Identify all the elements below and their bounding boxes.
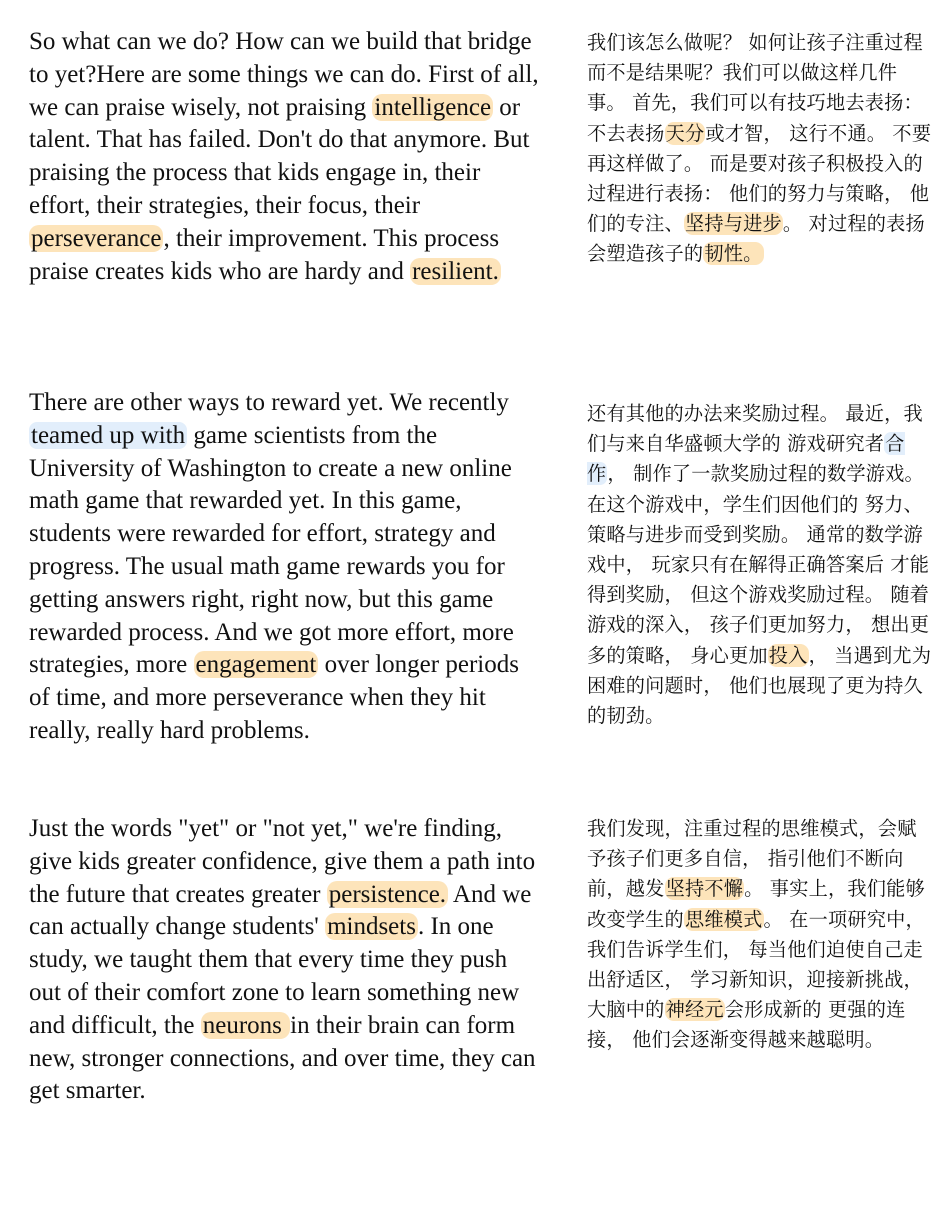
text-span: or talent. That has failed. Don't do that anymore. But praising the process that kids engage in, their effort, their strategies, their focus, their bbox=[29, 93, 530, 219]
text-span: , their improvement. This process praise creates kids who are hardy and bbox=[29, 224, 500, 285]
text-span: in their brain can form new, stronger connections, and over time, they can get smarter. bbox=[29, 1011, 536, 1105]
english-paragraph-3 bbox=[29, 813, 544, 1108]
highlighted-term: 坚持不懈 bbox=[665, 877, 744, 901]
text-span: over longer periods of time, and more perseverance when they hit really, really hard problems. bbox=[29, 651, 519, 744]
highlighted-term: 坚持与进步 bbox=[684, 212, 782, 236]
text-span: So what can we do? How can we build that bridge to yet?Here are some things we can do. First of all, we can praise wisely, not praising bbox=[29, 28, 539, 121]
text-span: 我们该怎么做呢？ 如何让孩子注重过程而不是结果呢？我们可以做这样几件事。 首先，我们可以有技巧地去表扬： 不去表扬 bbox=[587, 31, 923, 145]
text-span: 。 事实上，我们能够改变学生的 bbox=[587, 877, 925, 931]
text-span: 我们发现，注重过程的思维模式，会赋予孩子们更多自信， 指引他们不断向前，越发 bbox=[587, 817, 917, 901]
text-span: There are other ways to reward yet. We recently bbox=[29, 389, 509, 416]
text-span: ， 当遇到尤为困难的问题时， 他们也展现了更为持久的韧劲。 bbox=[587, 643, 932, 728]
chinese-paragraph-3 bbox=[587, 814, 932, 1056]
chinese-paragraph-1 bbox=[587, 28, 932, 270]
highlighted-term: persistence. bbox=[328, 880, 447, 908]
highlighted-term: 投入 bbox=[768, 643, 808, 667]
highlighted-term: mindsets bbox=[327, 913, 416, 941]
highlighted-term: intelligence bbox=[374, 93, 492, 121]
text-span: 还有其他的办法来奖励过程。 最近，我们与来自华盛顿大学的 游戏研究者 bbox=[587, 402, 923, 456]
highlighted-phrase: 合作 bbox=[587, 432, 905, 486]
highlighted-term: resilient. bbox=[412, 257, 499, 285]
english-paragraph-2 bbox=[29, 387, 544, 748]
highlighted-term: 神经元 bbox=[665, 998, 724, 1022]
highlighted-term: engagement bbox=[195, 651, 317, 679]
text-span: Just the words "yet" or "not yet," we're finding, give kids greater confidence, give them a path into the future that creates greater bbox=[29, 815, 536, 908]
highlighted-term: neurons bbox=[202, 1011, 289, 1039]
highlighted-term: 思维模式 bbox=[684, 907, 763, 931]
text-span: 会形成新的 更强的连接， 他们会逐渐变得越来越聪明。 bbox=[587, 998, 906, 1052]
highlighted-term: 韧性。 bbox=[704, 242, 763, 266]
text-span: 或才智， 这行不通。 不要再这样做了。 而是要对孩子积极投入的过程进行表扬： 他们的努力与策略， 他们的专注、 bbox=[587, 121, 932, 236]
text-span: game scientists from the University of Washington to create a new online math game that rewarded yet. In this game, students were rewarded for effort, strategy and progress. The usual math game rewards you for getting answers right, right now, but this game rewarded process. And we got more effort, more strategies, more bbox=[29, 421, 514, 679]
text-span: 。 在一项研究中，我们告诉学生们， 每当他们迫使自己走出舒适区， 学习新知识，迎接新挑战， 大脑中的 bbox=[587, 907, 925, 1022]
chinese-paragraph-2 bbox=[587, 399, 932, 731]
highlighted-term: 天分 bbox=[665, 121, 705, 145]
text-span: . In one study, we taught them that every time they push out of their comfort zone to learn something new and difficult, the bbox=[29, 913, 520, 1039]
text-span: And we can actually change students' bbox=[29, 880, 532, 941]
text-span: 。 对过程的表扬 会塑造孩子的 bbox=[587, 212, 925, 266]
highlighted-phrase: teamed up with bbox=[31, 421, 186, 449]
english-paragraph-1 bbox=[29, 26, 544, 288]
highlighted-term: perseverance bbox=[31, 224, 162, 252]
text-span: ， 制作了一款奖励过程的数学游戏。 在这个游戏中，学生们因他们的 努力、策略与进步而受到奖励。 通常的数学游戏中， 玩家只有在解得正确答案后 才能得到奖励， 但这个游戏奖励过程。 随着游戏的深入， 孩子们更加努力， 想出更多的策略， 身心更加 bbox=[587, 462, 930, 667]
